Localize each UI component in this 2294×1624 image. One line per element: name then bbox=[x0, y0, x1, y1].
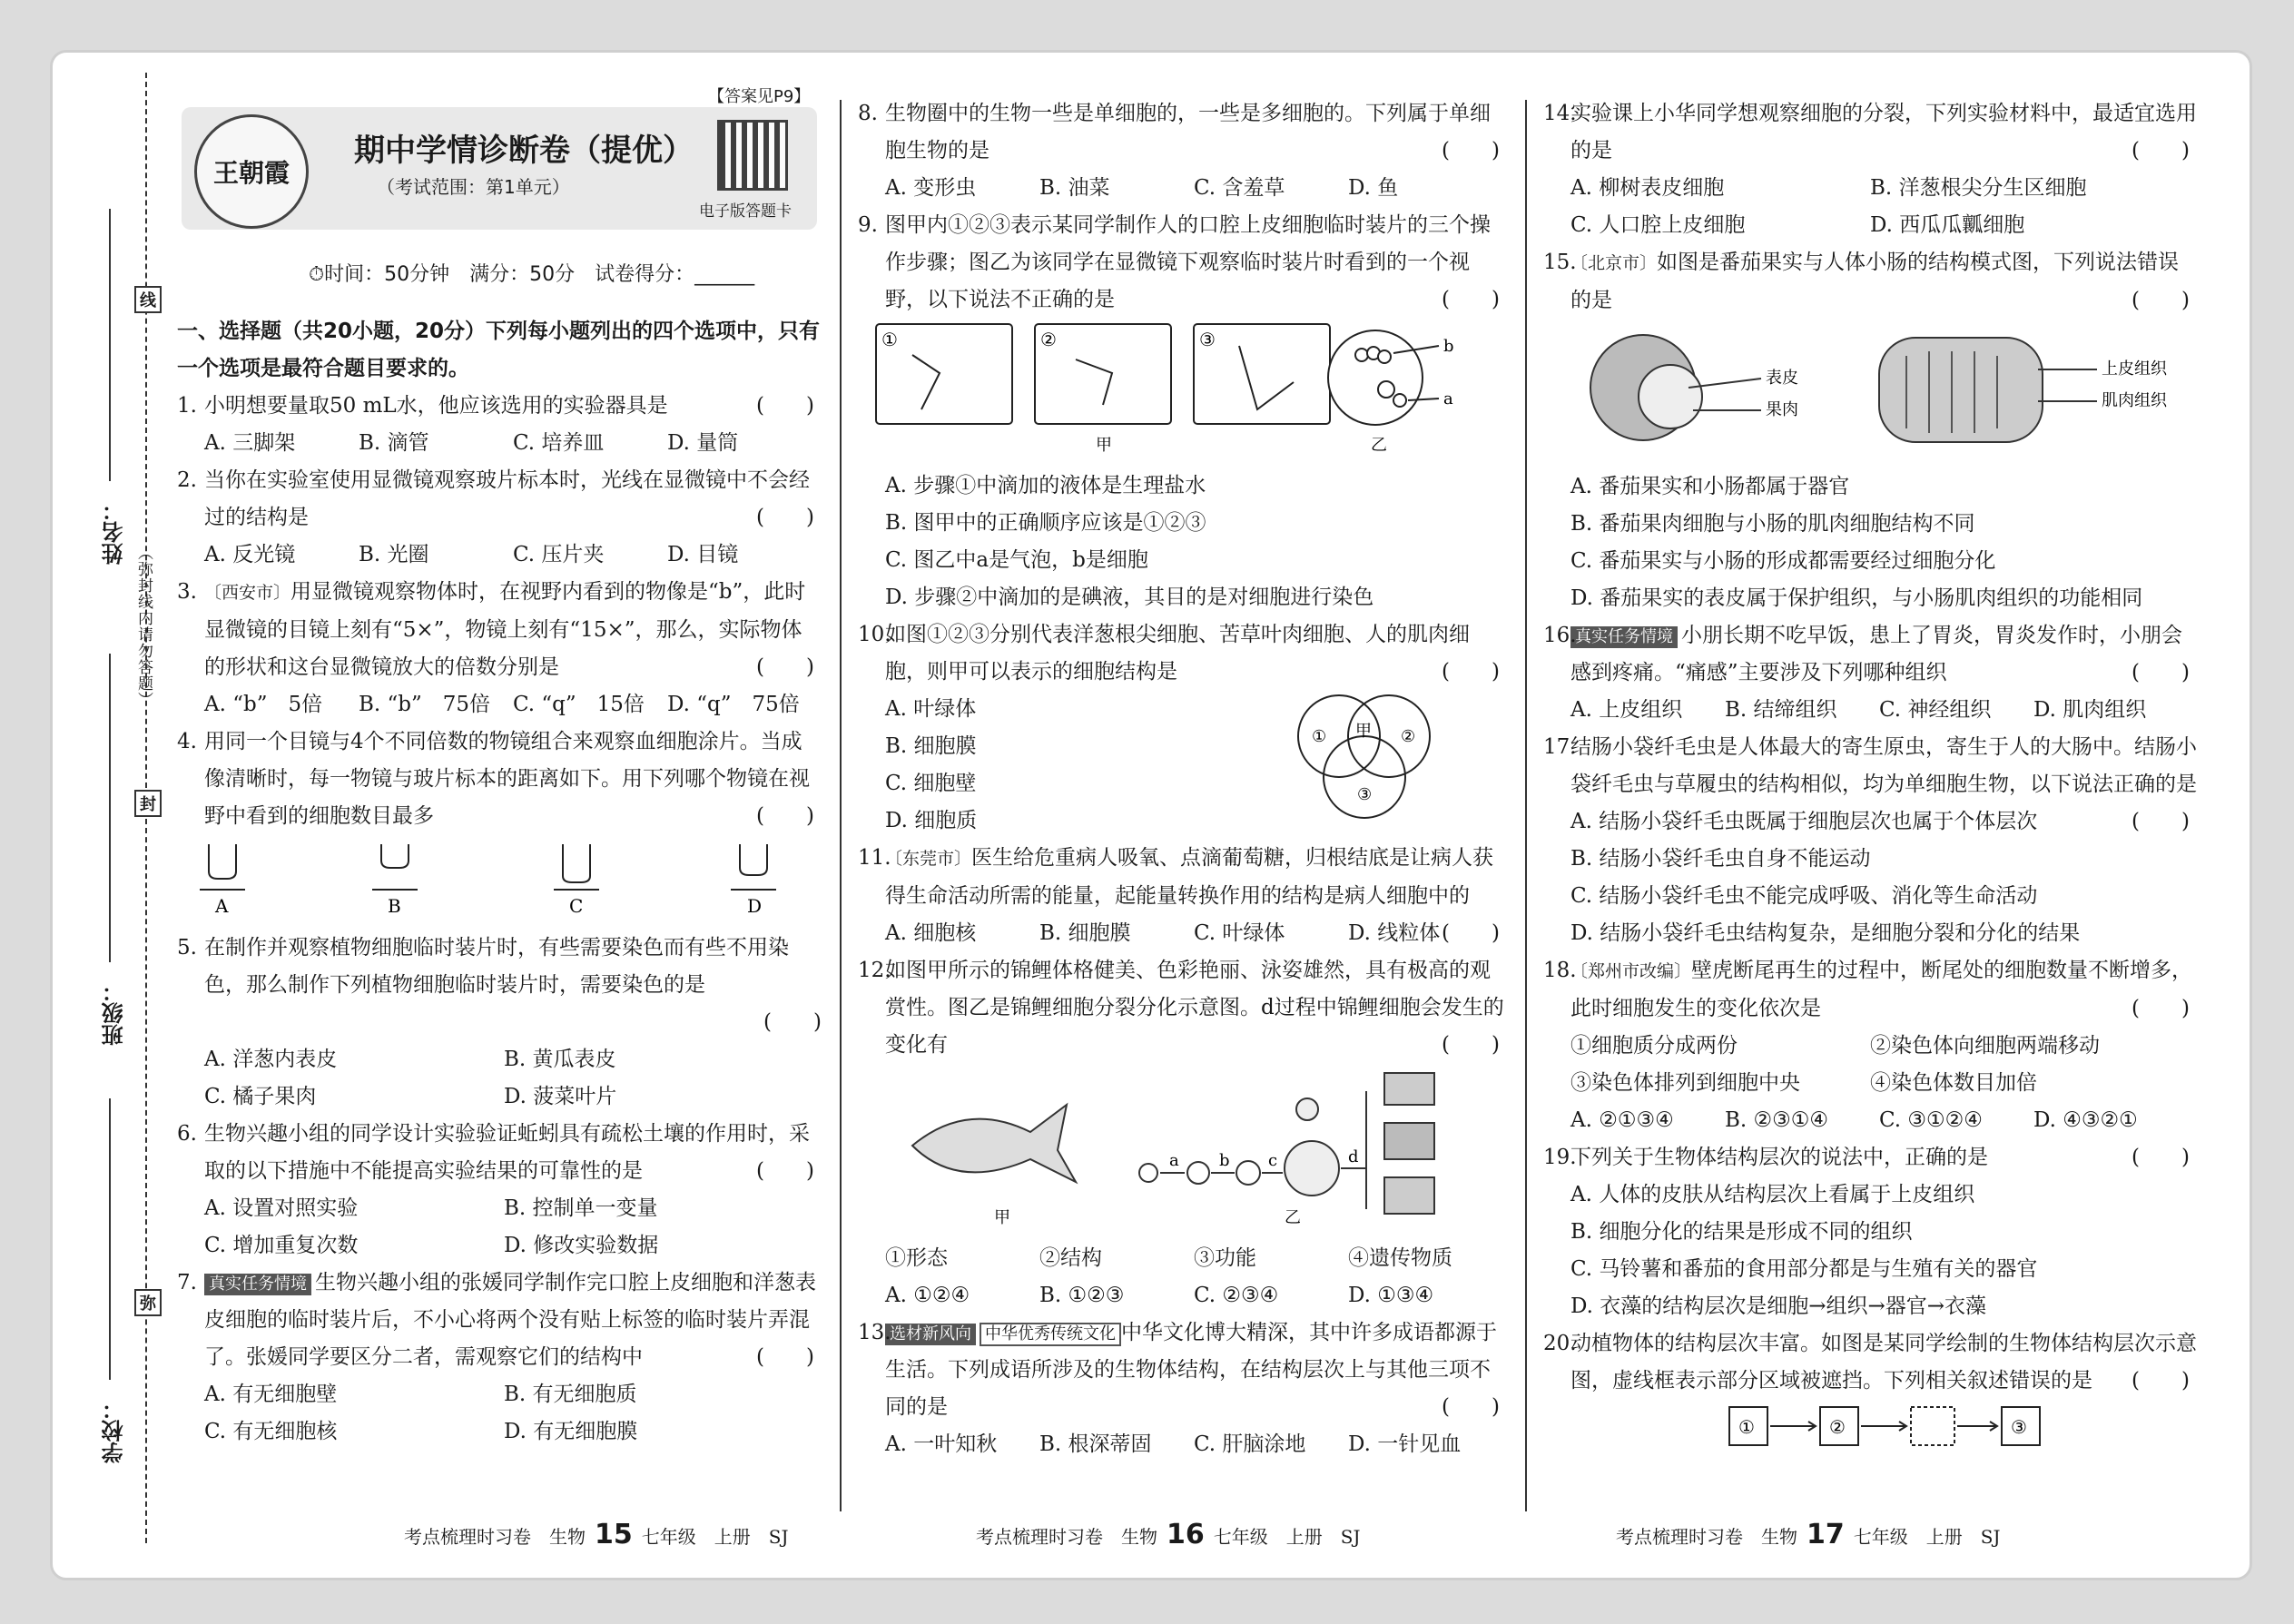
brand-logo: 王朝霞 bbox=[194, 114, 309, 229]
question-19: 19. 下列关于生物体结构层次的说法中，正确的是 ( ) bbox=[1543, 1146, 2190, 1169]
context-tag: 选材新风向 bbox=[885, 1324, 976, 1345]
option[interactable]: C. ②③④ bbox=[1194, 1284, 1279, 1307]
item: ③功能 bbox=[1194, 1246, 1256, 1270]
step-label: ① bbox=[881, 329, 898, 350]
svg-text:①: ① bbox=[1312, 727, 1327, 746]
step-label: ② bbox=[1040, 329, 1057, 350]
school-field[interactable] bbox=[109, 1098, 111, 1380]
name-label: 姓名： bbox=[102, 499, 127, 565]
options-11 bbox=[858, 915, 1441, 952]
question-16: 16. 真实任务情境 小朋长期不吃早饭，患上了胃炎，胃炎发作时，小朋会感到疼痛。“痛感”主要涉及下列哪种组织 ( ) bbox=[1543, 624, 2190, 684]
options-2 bbox=[177, 536, 822, 574]
column-2 bbox=[858, 95, 1507, 1463]
options-9c bbox=[858, 542, 1507, 579]
items-12 bbox=[858, 1240, 1507, 1277]
tomato-intestine-figure bbox=[1543, 320, 2179, 456]
lens-label: B bbox=[388, 895, 401, 917]
option[interactable]: B. 控制单一变量 bbox=[504, 1196, 658, 1220]
item: ①形态 bbox=[885, 1246, 948, 1270]
question-18: 18. 〔郑州市改编〕壁虎断尾再生的过程中，断尾处的细胞数量不断增多，此时细胞发生的变化依次是 ( ) bbox=[1543, 959, 2193, 1020]
figure-caption: 甲 bbox=[1096, 436, 1112, 455]
page-number: 15 bbox=[595, 1519, 633, 1550]
option[interactable]: D. 细胞质 bbox=[885, 809, 978, 832]
seal-feng: 封 bbox=[134, 790, 162, 817]
item: ①细胞质分成两份 bbox=[1570, 1034, 1738, 1058]
qr-code-icon[interactable] bbox=[717, 120, 788, 191]
svg-text:a: a bbox=[1169, 1151, 1179, 1170]
slide-prep-figure bbox=[858, 319, 1493, 455]
e-answer-card-label: 电子版答题卡 bbox=[699, 202, 792, 221]
option[interactable]: A. 有无细胞壁 bbox=[204, 1383, 338, 1406]
lens-label: C bbox=[569, 895, 584, 917]
culture-tag: 中华优秀传统文化 bbox=[980, 1323, 1121, 1346]
option[interactable]: C. 肝脑涂地 bbox=[1194, 1432, 1306, 1456]
option[interactable]: C. 培养皿 bbox=[513, 431, 605, 455]
context-tag: 真实任务情境 bbox=[204, 1274, 311, 1295]
svg-text:d: d bbox=[1348, 1147, 1359, 1166]
page-footer: 考点梳理时习卷 生物 17 七年级 上册 SJ bbox=[1616, 1519, 2001, 1550]
svg-text:b: b bbox=[1219, 1151, 1230, 1170]
option[interactable]: B. 洋葱根尖分生区细胞 bbox=[1870, 176, 2087, 200]
svg-text:②: ② bbox=[1829, 1416, 1846, 1438]
options-18 bbox=[1543, 1102, 2197, 1139]
option[interactable]: A. 柳树表皮细胞 bbox=[1570, 176, 1725, 200]
option[interactable]: D. 番茄果实的表皮属于保护组织，与小肠肌肉组织的功能相同 bbox=[1570, 586, 2143, 610]
column-1 bbox=[177, 313, 822, 1451]
option[interactable]: B. “b” 75倍 bbox=[359, 693, 491, 716]
carp-division-figure bbox=[858, 1064, 1493, 1227]
option[interactable]: B. 番茄果肉细胞与小肠的肌肉细胞结构不同 bbox=[1570, 512, 1975, 536]
options-6b bbox=[177, 1227, 822, 1265]
options-9d bbox=[858, 579, 1507, 616]
option[interactable]: D. 线粒体 bbox=[1348, 921, 1441, 945]
options-7 bbox=[177, 1376, 822, 1413]
objective-lens-figure bbox=[177, 835, 812, 917]
options-13 bbox=[858, 1426, 1507, 1463]
option[interactable]: A. 叶绿体 bbox=[885, 697, 977, 721]
svg-text:表皮: 表皮 bbox=[1766, 369, 1798, 388]
question-7: 7. 真实任务情境 生物兴趣小组的张媛同学制作完口腔上皮细胞和洋葱表皮细胞的临时装片后，不小心将两个没有贴上标签的临时装片弄混了。张媛同学要区分二者，需观察它们的结构中 ( ) bbox=[177, 1271, 816, 1369]
lens-label: D bbox=[747, 895, 763, 917]
options-3 bbox=[177, 686, 822, 723]
items-18b bbox=[1543, 1065, 2197, 1102]
seal-xian: 线 bbox=[134, 286, 162, 313]
svg-text:②: ② bbox=[1401, 727, 1416, 746]
question-11: 11. 〔东莞市〕医生给危重病人吸氧、点滴葡萄糖，归根结底是让病人获得生命活动所需的能量，起能量转换作用的结构是病人细胞中的 ( ) bbox=[858, 846, 1500, 945]
options-6 bbox=[177, 1190, 822, 1227]
option[interactable]: D. 衣藻的结构层次是细胞→组织→器官→衣藻 bbox=[1570, 1294, 1987, 1318]
items-18 bbox=[1543, 1028, 2197, 1065]
options-7b bbox=[177, 1413, 822, 1451]
figure-caption: 乙 bbox=[1371, 436, 1387, 455]
question-6: 6. 生物兴趣小组的同学设计实验验证蚯蚓具有疏松土壤的作用时，采取的以下措施中不能提高实验结果的可靠性的是 ( ) bbox=[177, 1122, 814, 1183]
option[interactable]: D. 鱼 bbox=[1348, 176, 1399, 200]
q10-options bbox=[858, 691, 977, 840]
option[interactable]: A. “b” 5倍 bbox=[204, 693, 323, 716]
options-5 bbox=[177, 1041, 822, 1078]
option[interactable]: D. 量筒 bbox=[667, 431, 739, 455]
option[interactable]: C. 结肠小袋纤毛虫不能完成呼吸、消化等生命活动 bbox=[1570, 884, 2038, 908]
option[interactable]: C. 有无细胞核 bbox=[204, 1420, 338, 1443]
option[interactable]: C. “q” 15倍 bbox=[513, 693, 645, 716]
option[interactable]: C. 细胞壁 bbox=[885, 772, 977, 795]
item: ②染色体向细胞两端移动 bbox=[1870, 1034, 2100, 1058]
option[interactable]: C. 图乙中a是气泡，b是细胞 bbox=[885, 548, 1148, 572]
option[interactable]: D. 菠菜叶片 bbox=[504, 1085, 617, 1108]
seal-note: （弥封线内请勿答题） bbox=[134, 545, 153, 708]
option[interactable]: B. 光圈 bbox=[359, 543, 429, 566]
option[interactable]: B. 细胞膜 bbox=[885, 734, 977, 758]
exam-header bbox=[182, 107, 817, 230]
exam-title: 期中学情诊断卷（提优） bbox=[354, 133, 694, 169]
question-8: 8. 生物圈中的生物一些是单细胞的，一些是多细胞的。下列属于单细胞生物的是 ( ) bbox=[858, 102, 1500, 162]
section-heading: 一、选择题（共20小题，20分）下列每小题列出的四个选项中，只有一个选项是最符合题目要求的。 bbox=[177, 320, 821, 380]
figure-label-a: a bbox=[1443, 389, 1453, 408]
svg-text:③: ③ bbox=[2011, 1416, 2027, 1438]
option[interactable]: C. 番茄果实与小肠的形成都需要经过细胞分化 bbox=[1570, 549, 1996, 573]
option[interactable]: D. 目镜 bbox=[667, 543, 739, 566]
options-16 bbox=[1543, 692, 2197, 729]
option[interactable]: C. 橘子果肉 bbox=[204, 1085, 317, 1108]
column-divider bbox=[840, 100, 842, 1511]
option[interactable]: B. 图甲中的正确顺序应该是①②③ bbox=[885, 511, 1206, 535]
q10-body bbox=[858, 691, 1507, 840]
option[interactable]: A. 一叶知秋 bbox=[885, 1432, 998, 1456]
svg-text:乙: 乙 bbox=[1285, 1208, 1301, 1227]
option[interactable]: A. 人体的皮肤从结构层次上看属于上皮组织 bbox=[1570, 1183, 1975, 1206]
option[interactable]: A. 结肠小袋纤毛虫既属于细胞层次也属于个体层次 bbox=[1570, 810, 2038, 833]
page-number: 16 bbox=[1167, 1519, 1205, 1550]
item: ④遗传物质 bbox=[1348, 1246, 1452, 1270]
option[interactable]: A. 细胞核 bbox=[885, 921, 977, 945]
option[interactable]: A. 变形虫 bbox=[885, 176, 977, 200]
answer-reference: 【答案见P9】 bbox=[708, 87, 811, 106]
option[interactable]: A. 洋葱内表皮 bbox=[204, 1048, 338, 1071]
question-13: 13. 选材新风向 中华优秀传统文化 中华文化博大精深，其中许多成语都源于生活。下列成语所涉及的生物体结构，在结构层次上与其他三项不同的是 ( ) bbox=[858, 1321, 1500, 1419]
page-footer: 考点梳理时习卷 生物 16 七年级 上册 SJ bbox=[976, 1519, 1361, 1550]
answer-paren[interactable]: ( ) bbox=[763, 1010, 822, 1034]
options-8 bbox=[858, 170, 1507, 207]
option[interactable]: C. 马铃薯和番茄的食用部分都是与生殖有关的器官 bbox=[1570, 1257, 2038, 1281]
svg-text:c: c bbox=[1268, 1151, 1278, 1170]
question-14: 14. 实验课上小华同学想观察细胞的分裂，下列实验材料中，最适宜选用的是 ( ) bbox=[1543, 102, 2197, 162]
option[interactable]: B. 结肠小袋纤毛虫自身不能运动 bbox=[1570, 847, 1871, 871]
svg-text:果肉: 果肉 bbox=[1766, 400, 1798, 419]
option[interactable]: A. 步骤①中滴加的液体是生理盐水 bbox=[885, 474, 1206, 497]
option[interactable]: B. 滴管 bbox=[359, 431, 429, 455]
svg-text:甲: 甲 bbox=[994, 1208, 1010, 1227]
option[interactable]: B. 黄瓜表皮 bbox=[504, 1048, 616, 1071]
svg-text:甲: 甲 bbox=[1355, 722, 1372, 741]
item: ②结构 bbox=[1039, 1246, 1102, 1270]
question-10: 10. 如图①②③分别代表洋葱根尖细胞、苦草叶肉细胞、人的肌肉细胞，则甲可以表示的细胞结构是 ( ) bbox=[858, 623, 1500, 684]
venn-diagram bbox=[1285, 682, 1448, 836]
options-14b bbox=[1543, 207, 2197, 244]
options-12 bbox=[858, 1277, 1507, 1314]
exam-scope: （考试范围：第1单元） bbox=[377, 176, 570, 198]
question-3: 3. 〔西安市〕用显微镜观察物体时，在视野内看到的物像是“b”，此时显微镜的目镜上刻有“5×”，物镜上刻有“15×”，那么，实际物体的形状和这台显微镜放大的倍数分别是 ( ) bbox=[177, 580, 814, 679]
options-14 bbox=[1543, 170, 2197, 207]
option[interactable]: D. 修改实验数据 bbox=[504, 1234, 659, 1257]
svg-text:肌肉组织: 肌肉组织 bbox=[2102, 391, 2167, 410]
context-tag: 真实任务情境 bbox=[1570, 626, 1678, 648]
exam-meta: ⏱时间：50分钟 满分：50分 试卷得分：______ bbox=[309, 263, 755, 286]
option[interactable]: B. ②③①④ bbox=[1725, 1108, 1829, 1132]
options-5b bbox=[177, 1078, 822, 1116]
option[interactable]: C. 神经组织 bbox=[1879, 698, 1992, 722]
svg-text:上皮组织: 上皮组织 bbox=[2102, 359, 2167, 379]
question-2: 2. 当你在实验室使用显微镜观察玻片标本时，光线在显微镜中不会经过的结构是 ( ) bbox=[177, 468, 814, 529]
page-number: 17 bbox=[1807, 1519, 1845, 1550]
option[interactable]: A. 三脚架 bbox=[204, 431, 296, 455]
option[interactable]: B. 有无细胞质 bbox=[504, 1383, 637, 1406]
question-4: 4. 用同一个目镜与4个不同倍数的物镜组合来观察血细胞涂片。当成像清晰时，每一物镜与玻片标本的距离如下。用下列哪个物镜在视野中看到的细胞数目最多 ( ) bbox=[177, 730, 814, 828]
option[interactable]: D. 一针见血 bbox=[1348, 1432, 1462, 1456]
seal-mi: 弥 bbox=[134, 1289, 162, 1316]
option[interactable]: B. ①②③ bbox=[1039, 1284, 1125, 1307]
question-15: 15. 〔北京市〕如图是番茄果实与人体小肠的结构模式图，下列说法错误的是 ( ) bbox=[1543, 251, 2190, 312]
question-17: 17. 结肠小袋纤毛虫是人体最大的寄生原虫，寄生于人的大肠中。结肠小袋纤毛虫与草履虫的结构相似，均为单细胞生物，以下说法正确的是 ( ) bbox=[1543, 735, 2197, 833]
option[interactable]: A. ①②④ bbox=[885, 1284, 970, 1307]
option[interactable]: C. 人口腔上皮细胞 bbox=[1570, 213, 1746, 237]
option[interactable]: C. 增加重复次数 bbox=[204, 1234, 359, 1257]
column-3 bbox=[1543, 95, 2197, 1467]
binding-strip bbox=[91, 73, 172, 1543]
option[interactable]: A. 反光镜 bbox=[204, 543, 296, 566]
option[interactable]: B. 油菜 bbox=[1039, 176, 1110, 200]
name-field[interactable] bbox=[109, 209, 111, 481]
option[interactable]: A. 番茄果实和小肠都属于器官 bbox=[1570, 475, 1850, 498]
option[interactable]: D. ④③②① bbox=[2033, 1108, 2138, 1132]
item: ④染色体数目加倍 bbox=[1870, 1071, 2037, 1095]
question-9: 9. 图甲内①②③表示某同学制作人的口腔上皮细胞临时装片的三个操作步骤；图乙为该同学在显微镜下观察临时装片时看到的一个视野，以下说法不正确的是 ( ) bbox=[858, 213, 1500, 311]
option[interactable]: D. 步骤②中滴加的是碘液，其目的是对细胞进行染色 bbox=[885, 586, 1374, 609]
question-12: 12. 如图甲所示的锦鲤体格健美、色彩艳丽、泳姿雄然，具有极高的观赏性。图乙是锦鲤细胞分裂分化示意图。d过程中锦鲤细胞会发生的变化有 ( ) bbox=[858, 959, 1504, 1057]
option[interactable]: B. 根深蒂固 bbox=[1039, 1432, 1152, 1456]
option[interactable]: D. 结肠小袋纤毛虫结构复杂，是细胞分裂和分化的结果 bbox=[1570, 921, 2081, 945]
option[interactable]: D. 西瓜瓜瓤细胞 bbox=[1870, 213, 2025, 237]
option[interactable]: B. 细胞膜 bbox=[1039, 921, 1131, 945]
item: ③染色体排列到细胞中央 bbox=[1570, 1071, 1800, 1095]
question-20: 20. 动植物体的结构层次丰富。如图是某同学绘制的生物体结构层次示意图，虚线框表示部分区域被遮挡。下列相关叙述错误的是 ( ) bbox=[1543, 1332, 2197, 1393]
question-5: 5. 在制作并观察植物细胞临时装片时，有些需要染色而有些不用染色，那么制作下列植物细胞临时装片时，需要染色的是 bbox=[177, 936, 789, 997]
option[interactable]: D. ①③④ bbox=[1348, 1284, 1434, 1307]
school-label: 学校： bbox=[102, 1398, 127, 1463]
option[interactable]: C. ③①②④ bbox=[1879, 1108, 1983, 1132]
svg-text:①: ① bbox=[1738, 1416, 1755, 1438]
svg-text:③: ③ bbox=[1357, 785, 1373, 804]
options-9b bbox=[858, 505, 1507, 542]
page-footer: 考点梳理时习卷 生物 15 七年级 上册 SJ bbox=[404, 1519, 789, 1550]
option[interactable]: A. 设置对照实验 bbox=[204, 1196, 359, 1220]
option[interactable]: A. 上皮组织 bbox=[1570, 698, 1683, 722]
step-label: ③ bbox=[1199, 329, 1216, 350]
option[interactable]: C. 含羞草 bbox=[1194, 176, 1285, 200]
hierarchy-chain-figure bbox=[1543, 1400, 2179, 1454]
column-divider bbox=[1525, 100, 1527, 1511]
options-1 bbox=[177, 425, 822, 462]
option[interactable]: C. 压片夹 bbox=[513, 543, 605, 566]
class-label: 班级： bbox=[102, 980, 127, 1046]
figure-label-b: b bbox=[1443, 337, 1454, 356]
option[interactable]: C. 叶绿体 bbox=[1194, 921, 1285, 945]
option[interactable]: B. 细胞分化的结果是形成不同的组织 bbox=[1570, 1220, 1913, 1244]
option[interactable]: D. 有无细胞膜 bbox=[504, 1420, 638, 1443]
option[interactable]: D. “q” 75倍 bbox=[667, 693, 800, 716]
class-field[interactable] bbox=[109, 654, 111, 962]
option[interactable]: D. 肌肉组织 bbox=[2033, 698, 2147, 722]
option[interactable]: A. ②①③④ bbox=[1570, 1108, 1674, 1132]
options-9a bbox=[858, 468, 1507, 505]
option[interactable]: B. 结缔组织 bbox=[1725, 698, 1837, 722]
lens-label: A bbox=[215, 895, 229, 917]
question-1: 1. 小明想要量取50 mL水，他应该选用的实验器具是 ( ) bbox=[177, 394, 814, 418]
